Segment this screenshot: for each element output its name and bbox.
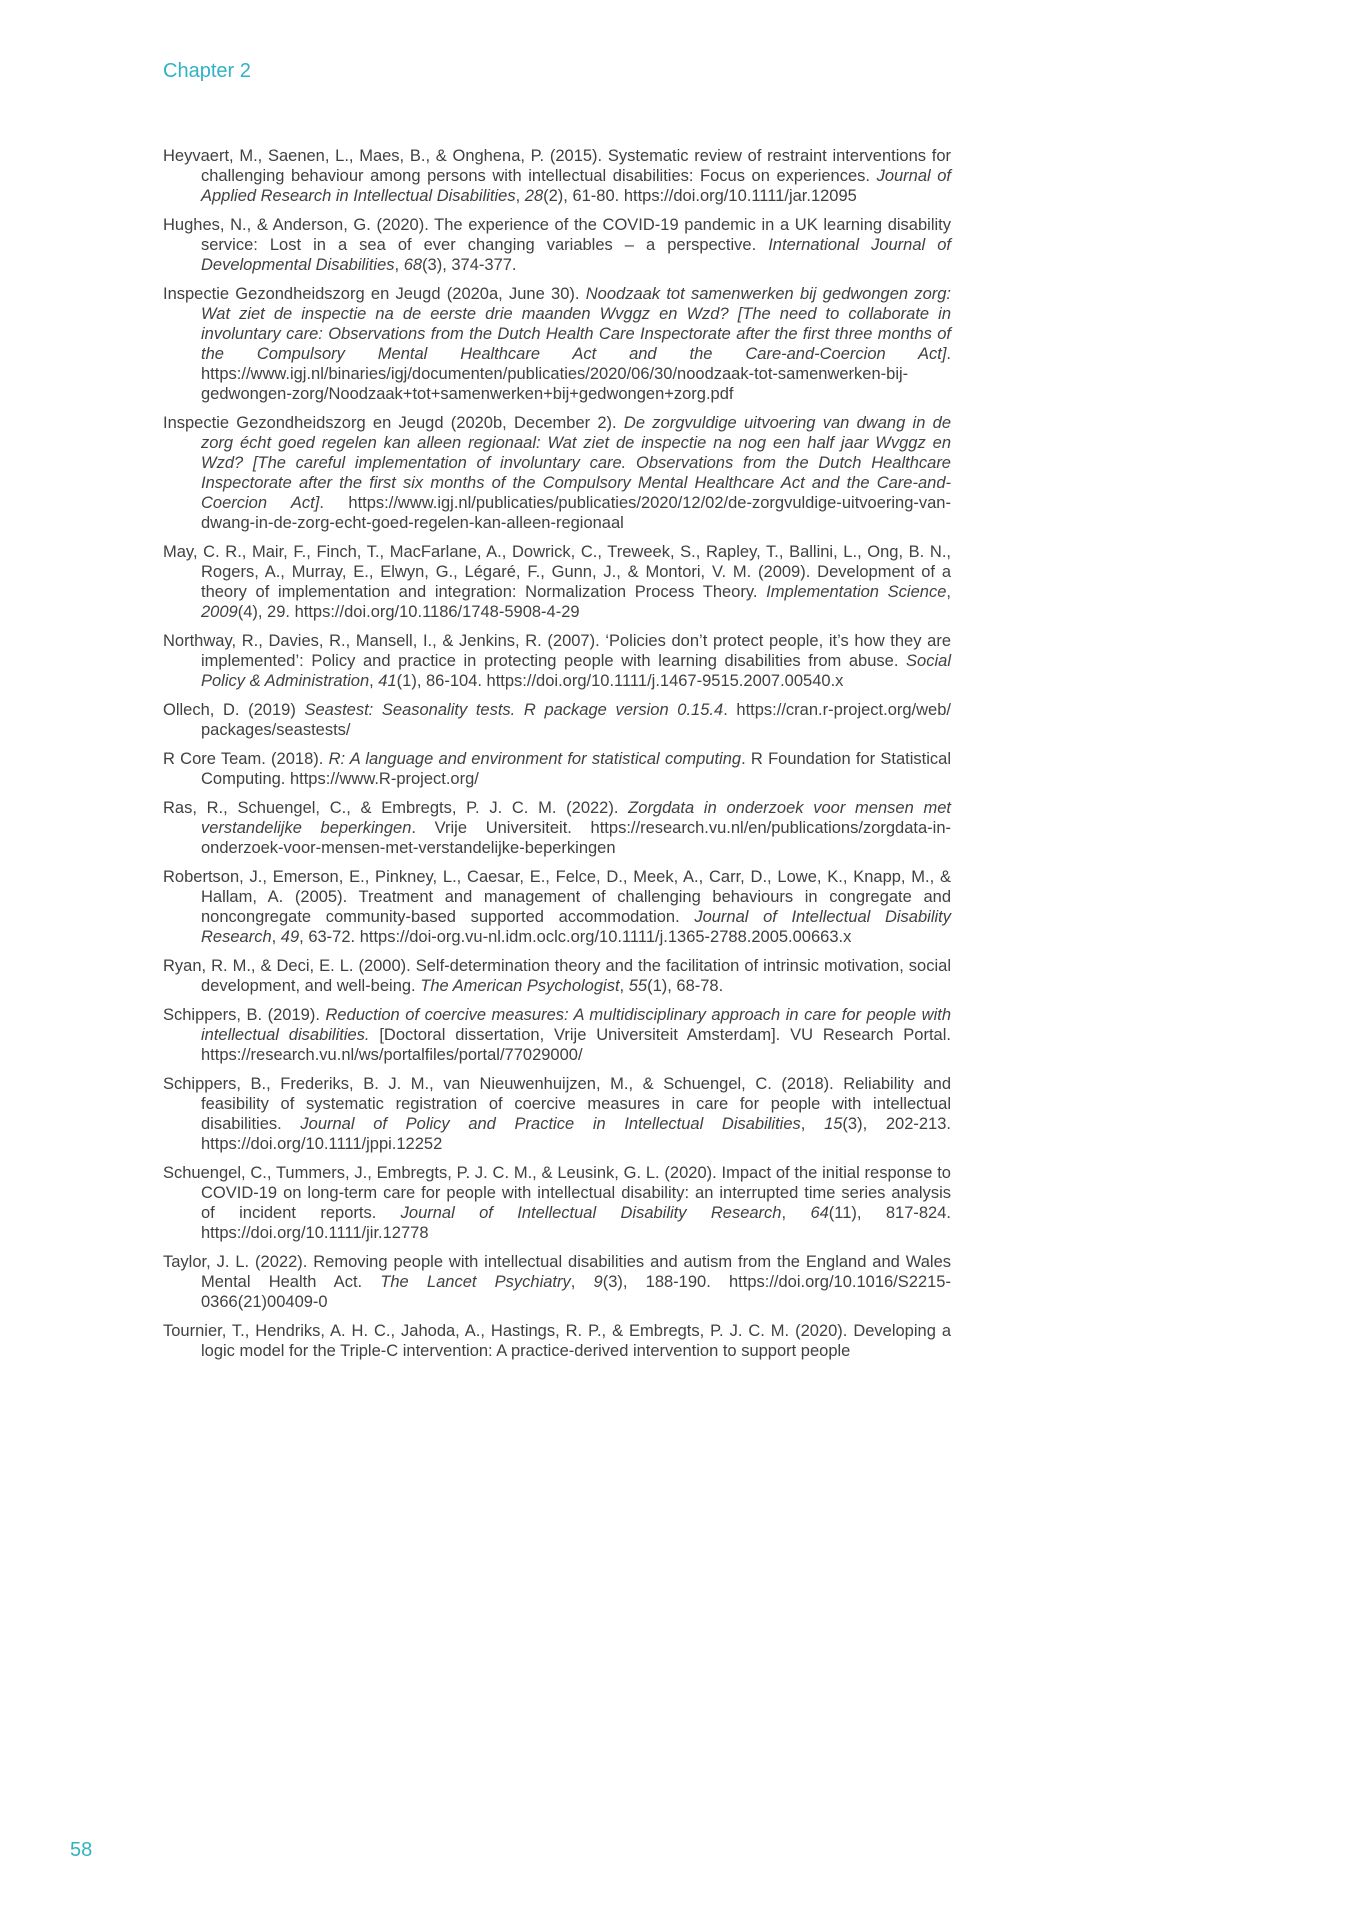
reference-text-italic: 55 <box>628 977 648 995</box>
reference-entry <box>163 215 951 275</box>
reference-entry <box>163 146 951 206</box>
reference-text-italic: Implementation Science <box>766 583 947 601</box>
reference-text: , <box>619 977 629 995</box>
reference-text: , <box>369 672 379 690</box>
reference-text: Tournier, T., Hendriks, A. H. C., Jahoda, A., Hastings, R. P., & Embregts, P. J. C. M. (2020). Developing a logic model for the Triple-C intervention: A practice-derived intervention to support people <box>163 1322 951 1360</box>
reference-text: (3), 188-190. https://doi.org/10.1016/S2215-0366(21)00409-0 <box>201 1273 951 1311</box>
reference-text-italic: 28 <box>524 187 544 205</box>
reference-text: Robertson, J., Emerson, E., Pinkney, L., Caesar, E., Felce, D., Meek, A., Carr, D., Lowe, K., Knapp, M., & Hallam, A. (2005). Treatment and management of challenging behaviours in congregate and noncongregate community-based supported accommodation. <box>163 868 951 926</box>
reference-text: . https://www.igj.nl/binaries/igj/documenten/publicaties/2020/06/30/noodzaak-tot-samenwerken-bij-gedwongen-zorg/Noodzaak+tot+samenwerken+bij+gedwongen+zorg.pdf <box>201 345 951 403</box>
reference-text: Ras, R., Schuengel, C., & Embregts, P. J. C. M. (2022). <box>163 799 629 817</box>
reference-text: , <box>800 1115 825 1133</box>
reference-text-italic: Social Policy & Administration <box>201 652 951 690</box>
reference-text-italic: Zorgdata in onderzoek voor mensen met verstandelijke beperkingen <box>201 799 951 837</box>
reference-entry <box>163 867 951 947</box>
reference-text: May, C. R., Mair, F., Finch, T., MacFarlane, A., Dowrick, C., Treweek, S., Rapley, T., Ballini, L., Ong, B. N., Rogers, A., Murray, E., Elwyn, G., Légaré, F., Gunn, J., & Montori, V. M. (2009). Development of a theory of implementation and integration: Normalization Process Theory. <box>163 543 951 601</box>
reference-text-italic: The American Psychologist <box>420 977 620 995</box>
reference-entry <box>163 1163 951 1243</box>
reference-entry <box>163 413 951 533</box>
page-number: 58 <box>70 1839 93 1861</box>
reference-text-italic: De zorgvuldige uitvoering van dwang in de zorg écht goed regelen kan alleen regionaal: Wat ziet de inspectie na nog een half jaar Wvggz en Wzd? [The careful implementation of involuntary care. Observations from the Dutch Healthcare Inspectorate after the first six months of the Compulsory Mental Healthcare Act and the Care-and-Coercion Act] <box>201 414 951 512</box>
reference-text-italic: Journal of Intellectual Disability Research <box>201 908 951 946</box>
reference-text-italic: 64 <box>810 1204 829 1222</box>
reference-text: (4), 29. https://doi.org/10.1186/1748-5908-4-29 <box>237 603 580 621</box>
reference-text: . https://www.igj.nl/publicaties/publicaties/2020/12/02/de-zorgvuldige-uitvoering-van-dwang-in-de-zorg-echt-goed-regelen-kan-alleen-regionaal <box>201 494 951 532</box>
reference-text-italic: 9 <box>593 1273 603 1291</box>
reference-text: Inspectie Gezondheidszorg en Jeugd (2020a, June 30). <box>163 285 586 303</box>
reference-text-italic: 2009 <box>201 603 238 621</box>
reference-text-italic: 68 <box>403 256 423 274</box>
reference-text: Schippers, B., Frederiks, B. J. M., van Nieuwenhuijzen, M., & Schuengel, C. (2018). Reliability and feasibility of systematic registration of coercive measures in care for people with intellectual disabilities. <box>163 1075 951 1133</box>
reference-text: Ryan, R. M., & Deci, E. L. (2000). Self-determination theory and the facilitation of intrinsic motivation, social development, and well-being. <box>163 957 951 995</box>
reference-text-italic: 15 <box>824 1115 843 1133</box>
reference-text: , <box>946 583 951 601</box>
reference-text: (2), 61-80. https://doi.org/10.1111/jar.12095 <box>543 187 857 205</box>
reference-text-italic: Journal of Policy and Practice in Intellectual Disabilities <box>300 1115 801 1133</box>
reference-text: Northway, R., Davies, R., Mansell, I., & Jenkins, R. (2007). ‘Policies don’t protect people, it’s how they are implemented’: Policy and practice in protecting people with learning disabilities from abuse. <box>163 632 951 670</box>
reference-entry <box>163 542 951 622</box>
reference-text-italic: Seastest: Seasonality tests. R package version 0.15.4 <box>304 701 724 719</box>
reference-text: , <box>515 187 525 205</box>
reference-text: Ollech, D. (2019) <box>163 701 305 719</box>
reference-entry <box>163 284 951 404</box>
reference-text: Hughes, N., & Anderson, G. (2020). The experience of the COVID-19 pandemic in a UK learning disability service: Lost in a sea of ever changing variables – a perspective. <box>163 216 951 254</box>
reference-entry <box>163 1074 951 1154</box>
reference-text: [Doctoral dissertation, Vrije Universiteit Amsterdam]. VU Research Portal. https://research.vu.nl/ws/portalfiles/portal/77029000/ <box>201 1026 951 1064</box>
reference-text-italic: Noodzaak tot samenwerken bij gedwongen zorg: Wat ziet de inspectie na de eerste drie maanden Wvggz en Wzd? [The need to collaborate in involuntary care: Observations from the Dutch Health Care Inspectorate after the first three months of the Compulsory Mental Healthcare Act and the Care-and-Coercion Act] <box>201 285 951 363</box>
reference-text: . Vrije Universiteit. https://research.vu.nl/en/publications/zorgdata-in-onderzoek-voor-mensen-met-verstandelijke-beperkingen <box>201 819 951 857</box>
reference-text: , <box>570 1273 594 1291</box>
reference-text: (11), 817-824. https://doi.org/10.1111/jir.12778 <box>201 1204 951 1242</box>
reference-text-italic: Reduction of coercive measures: A multidisciplinary approach in care for people with intellectual disabilities. <box>201 1006 951 1044</box>
reference-text-italic: The Lancet Psychiatry <box>380 1273 571 1291</box>
reference-text: , <box>781 1204 811 1222</box>
reference-entry <box>163 956 951 996</box>
reference-text: (3), 202-213. https://doi.org/10.1111/jppi.12252 <box>201 1115 951 1153</box>
reference-text: Inspectie Gezondheidszorg en Jeugd (2020b, December 2). <box>163 414 624 432</box>
reference-text: Taylor, J. L. (2022). Removing people with intellectual disabilities and autism from the England and Wales Mental Health Act. <box>163 1253 951 1291</box>
reference-entry <box>163 1005 951 1065</box>
reference-text: , <box>394 256 404 274</box>
reference-text: . https://cran.r-project.org/web/ packages/seastests/ <box>201 701 951 739</box>
reference-entry <box>163 798 951 858</box>
reference-text-italic: 49 <box>280 928 300 946</box>
reference-text: (1), 86-104. https://doi.org/10.1111/j.1467-9515.2007.00540.x <box>396 672 844 690</box>
reference-text-italic: R: A language and environment for statistical computing <box>328 750 742 768</box>
reference-entry <box>163 1252 951 1312</box>
reference-entry <box>163 1321 951 1361</box>
reference-text: (3), 374-377. <box>422 256 517 274</box>
reference-text: R Core Team. (2018). <box>163 750 329 768</box>
reference-text: Schuengel, C., Tummers, J., Embregts, P. J. C. M., & Leusink, G. L. (2020). Impact of the initial response to COVID-19 on long-term care for people with intellectual disability: an interrupted time series analysis of incident reports. <box>163 1164 951 1222</box>
reference-text: Schippers, B. (2019). <box>163 1006 326 1024</box>
reference-text-italic: International Journal of Developmental Disabilities <box>201 236 951 274</box>
reference-text: (1), 68-78. <box>647 977 724 995</box>
reference-text: Heyvaert, M., Saenen, L., Maes, B., & Onghena, P. (2015). Systematic review of restraint interventions for challenging behaviour among persons with intellectual disabilities: Focus on experiences. <box>163 147 951 185</box>
reference-text: , <box>271 928 281 946</box>
reference-text-italic: Journal of Intellectual Disability Research <box>400 1204 782 1222</box>
chapter-heading: Chapter 2 <box>163 60 251 82</box>
reference-text: , 63-72. https://doi-org.vu-nl.idm.oclc.org/10.1111/j.1365-2788.2005.00663.x <box>299 928 852 946</box>
reference-text-italic: 41 <box>378 672 397 690</box>
reference-text: . R Foundation for Statistical Computing. https://www.R-project.org/ <box>201 750 951 788</box>
reference-entry <box>163 631 951 691</box>
reference-entry <box>163 749 951 789</box>
reference-list <box>163 146 951 1370</box>
reference-text-italic: Journal of Applied Research in Intellectual Disabilities <box>201 167 951 205</box>
reference-entry <box>163 700 951 740</box>
